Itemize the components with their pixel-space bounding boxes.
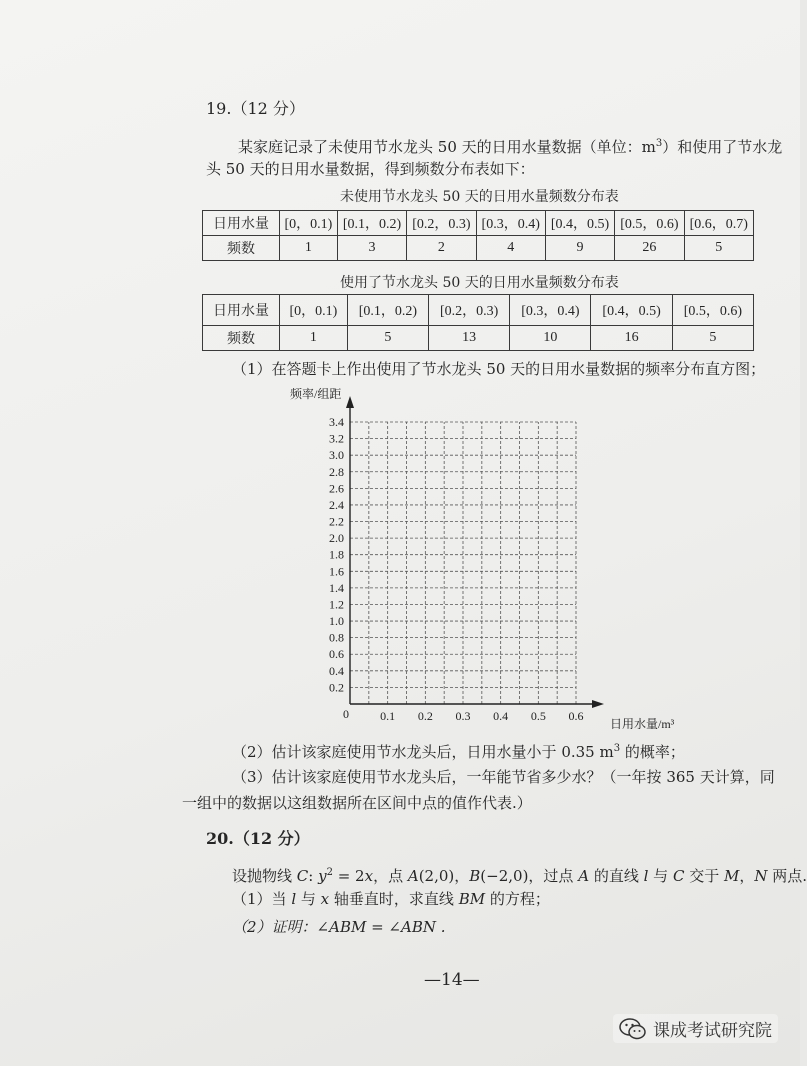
y-tick-label: 2.8 — [329, 464, 344, 479]
var-x: x — [364, 867, 374, 885]
table1-interval: [0，0.1) — [280, 211, 338, 236]
x-axis-arrow — [592, 700, 604, 708]
y-tick-label: 2.2 — [329, 514, 344, 529]
table1-head-count: 频数 — [203, 236, 280, 261]
table2-interval: [0.3，0.4) — [510, 295, 591, 326]
table1-count: 26 — [615, 236, 684, 261]
watermark-text: 课成考试研究院 — [653, 1021, 772, 1041]
q19-intro-text-end: ）和使用了节水龙 — [662, 138, 783, 156]
var-N: N — [754, 867, 768, 885]
q20-text: 交于 — [684, 867, 724, 885]
q20-intro — [232, 862, 807, 887]
y-tick-label: 2.4 — [329, 497, 344, 512]
var-BM: BM — [458, 890, 486, 908]
watermark — [613, 1014, 778, 1043]
y-tick-label: 1.8 — [329, 547, 344, 562]
q20-part1 — [232, 888, 550, 910]
y-tick-label: 1.0 — [329, 614, 344, 629]
y-tick-label: 3.4 — [329, 415, 344, 429]
x-tick-label: 0.4 — [493, 709, 509, 723]
var-M: M — [723, 867, 740, 885]
q20-part2: （2）证明：∠ABM = ∠ABN . — [232, 918, 446, 936]
q20-text: ，点 — [373, 867, 408, 885]
var-C: C — [672, 867, 685, 885]
table2-count: 16 — [591, 326, 672, 351]
table1-interval: [0.5，0.6) — [615, 211, 684, 236]
q20-text: 与 — [648, 867, 673, 885]
q19-part2-text: （2）估计该家庭使用节水龙头后，日用水量小于 0.35 m — [232, 743, 614, 761]
table1-interval: [0.1，0.2) — [337, 211, 406, 236]
x-tick-label: 0.5 — [530, 709, 546, 723]
q19-intro-line2: 头 50 天的日用水量数据，得到频数分布表如下： — [206, 160, 535, 178]
y-tick-label: 0.2 — [329, 680, 344, 695]
var-x: x — [320, 890, 330, 908]
y-tick-label: 0.6 — [329, 647, 344, 662]
x-tick-label: 0.2 — [417, 709, 433, 723]
q20-text: ， — [739, 867, 755, 885]
q19-intro-text: 某家庭记录了未使用节水龙头 50 天的日用水量数据（单位：m — [238, 138, 656, 156]
histogram-grid — [280, 378, 710, 748]
q19-part2-sup: 3 — [613, 743, 621, 754]
y-tick-label: 2.6 — [329, 481, 344, 496]
table1-count: 3 — [337, 236, 406, 261]
table2-interval: [0，0.1) — [280, 295, 348, 326]
page-number: —14— — [424, 970, 480, 990]
y-axis-arrow — [346, 396, 354, 408]
q19-part2 — [232, 738, 685, 763]
table2-count: 13 — [429, 326, 510, 351]
table2-row-interval — [203, 295, 754, 326]
q19-number: 19.（12 分） — [206, 99, 305, 118]
axes — [346, 396, 604, 708]
table2 — [202, 294, 754, 351]
q20-text: : — [308, 867, 319, 885]
var-C: C — [296, 867, 309, 885]
table2-head-count: 频数 — [203, 326, 280, 351]
table1-row-interval — [203, 211, 754, 236]
q20-part1-text: 轴垂直时，求直线 — [329, 890, 459, 908]
y-tick-label: 1.2 — [329, 597, 344, 612]
y-tick-label: 1.6 — [329, 564, 344, 579]
y-tick-labels — [329, 415, 344, 694]
q20-text: = 2 — [332, 867, 365, 885]
x-axis-label: 日用水量/m³ — [610, 717, 675, 731]
table2-interval: [0.1，0.2) — [347, 295, 428, 326]
y-tick-label: 3.2 — [329, 431, 344, 446]
var-y: y — [318, 867, 327, 885]
y-tick-label: 3.0 — [329, 448, 344, 463]
q20-text: 的直线 — [589, 867, 644, 885]
x-tick-label: 0.1 — [380, 709, 396, 723]
q20-number: 20.（12 分） — [206, 829, 310, 848]
y-axis-label: 频率/组距 — [290, 387, 342, 401]
var-A: A — [578, 867, 590, 885]
y-tick-label: 0.4 — [329, 663, 344, 678]
table2-count: 5 — [347, 326, 428, 351]
origin-label: 0 — [343, 707, 349, 721]
x-tick-label: 0.6 — [568, 709, 584, 723]
table1 — [202, 210, 754, 261]
q20-part1-text: （1）当 — [232, 890, 292, 908]
table1-row-count — [203, 236, 754, 261]
y-tick-label: 0.8 — [329, 630, 344, 645]
q19-part1: （1）在答题卡上作出使用了节水龙头 50 天的日用水量数据的频率分布直方图； — [232, 360, 766, 378]
table1-count: 5 — [684, 236, 753, 261]
table1-count: 2 — [407, 236, 476, 261]
wechat-icon — [619, 1018, 647, 1040]
table1-count: 4 — [476, 236, 545, 261]
q20-text: (2,0)， — [418, 867, 470, 885]
q20-text: 设抛物线 — [232, 867, 297, 885]
q20-text: 两点. — [767, 867, 807, 885]
var-l: l — [643, 867, 649, 885]
y-tick-label: 2.0 — [329, 531, 344, 546]
x-tick-label: 0.3 — [455, 709, 471, 723]
table1-count: 9 — [545, 236, 614, 261]
table2-count: 5 — [672, 326, 753, 351]
var-A: A — [407, 867, 419, 885]
table1-interval: [0.2，0.3) — [407, 211, 476, 236]
table2-interval: [0.2，0.3) — [429, 295, 510, 326]
y-tick-label: 1.4 — [329, 580, 344, 595]
var-B: B — [469, 867, 481, 885]
table2-interval: [0.5，0.6) — [672, 295, 753, 326]
table1-interval: [0.3，0.4) — [476, 211, 545, 236]
var-l: l — [291, 890, 297, 908]
table1-interval: [0.4，0.5) — [545, 211, 614, 236]
table2-count: 10 — [510, 326, 591, 351]
q20-sup: 2 — [326, 867, 333, 878]
q19-intro-sup: 3 — [655, 138, 663, 149]
table1-count: 1 — [280, 236, 338, 261]
q19-part3-line2: 一组中的数据以这组数据所在区间中点的值作代表.） — [182, 794, 532, 812]
x-tick-labels — [380, 709, 583, 723]
table2-interval: [0.4，0.5) — [591, 295, 672, 326]
q20-part1-text: 的方程； — [485, 890, 550, 908]
table2-count: 1 — [280, 326, 348, 351]
grid-lines — [350, 422, 576, 704]
table1-interval: [0.6，0.7) — [684, 211, 753, 236]
table2-caption: 使用了节水龙头 50 天的日用水量频数分布表 — [340, 275, 619, 291]
q19-intro-line1 — [238, 133, 782, 158]
q19-part3-line1: （3）估计该家庭使用节水龙头后，一年能节省多少水？（一年按 365 天计算，同 — [232, 768, 775, 786]
table1-caption: 未使用节水龙头 50 天的日用水量频数分布表 — [340, 189, 619, 205]
q20-text: (−2,0)，过点 — [480, 867, 579, 885]
q19-part2-text-end: 的概率； — [620, 743, 685, 761]
table2-row-count — [203, 326, 754, 351]
q20-part1-text: 与 — [296, 890, 321, 908]
table2-head-water: 日用水量 — [203, 295, 280, 326]
table1-head-water: 日用水量 — [203, 211, 280, 236]
